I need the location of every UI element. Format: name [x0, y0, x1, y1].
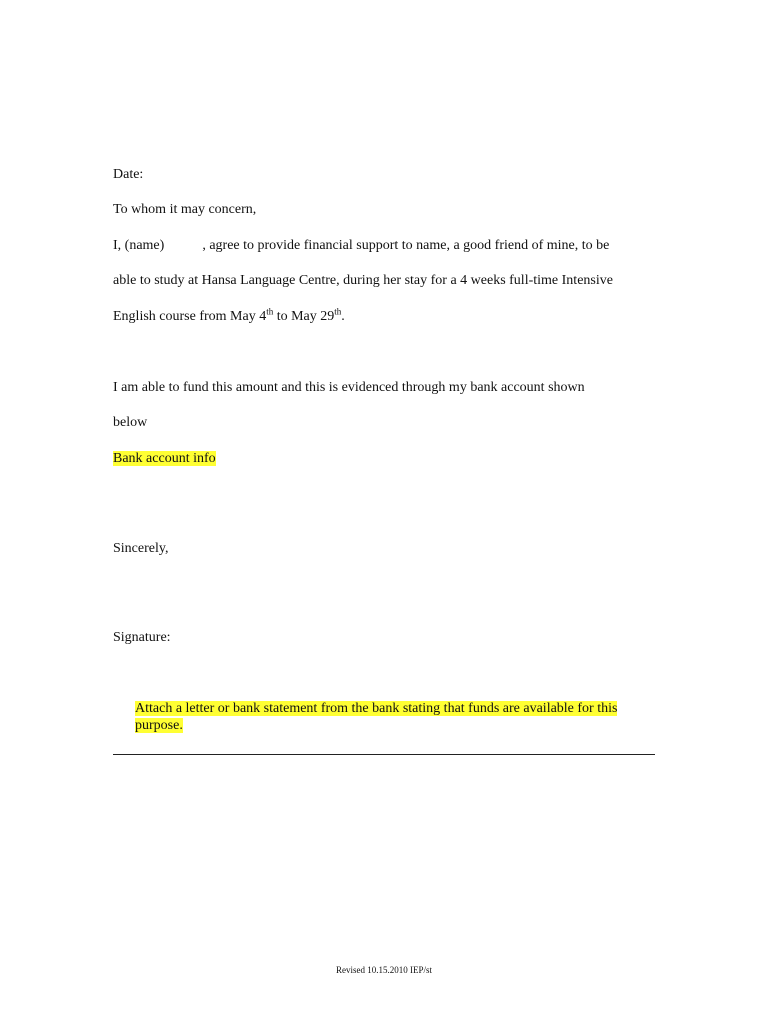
closing: Sincerely,	[113, 541, 169, 556]
ordinal-suffix: th	[266, 306, 274, 317]
signature-label: Signature:	[113, 630, 171, 645]
horizontal-rule	[113, 754, 655, 755]
revision-footer: Revised 10.15.2010 IEP/st	[336, 965, 432, 975]
course-dates-start: English course from May 4	[113, 309, 267, 324]
bank-account-info	[113, 450, 216, 467]
salutation: To whom it may concern,	[113, 202, 257, 217]
agreement-text: , agree to provide financial support to name, a good friend of mine, to be	[202, 238, 610, 253]
attach-note	[135, 700, 660, 734]
date-label: Date:	[113, 167, 144, 182]
sentence-period: .	[341, 309, 345, 324]
paragraph-2-line-2: below	[113, 415, 148, 430]
paragraph-2-line-1: I am able to fund this amount and this is evidenced through my bank account shown	[113, 380, 585, 395]
ordinal-suffix: th	[334, 306, 342, 317]
paragraph-1-line-3	[113, 308, 345, 325]
bank-account-info-text: Bank account info	[113, 451, 216, 466]
attach-note-text: Attach a letter or bank statement from the bank stating that funds are available for this purpose.	[135, 701, 618, 733]
course-dates-end: to May 29	[273, 309, 335, 324]
name-placeholder: I, (name)	[113, 238, 165, 253]
paragraph-1-line-2: able to study at Hansa Language Centre, during her stay for a 4 weeks full-time Intensive	[113, 273, 613, 288]
paragraph-1-line-1	[113, 237, 609, 254]
